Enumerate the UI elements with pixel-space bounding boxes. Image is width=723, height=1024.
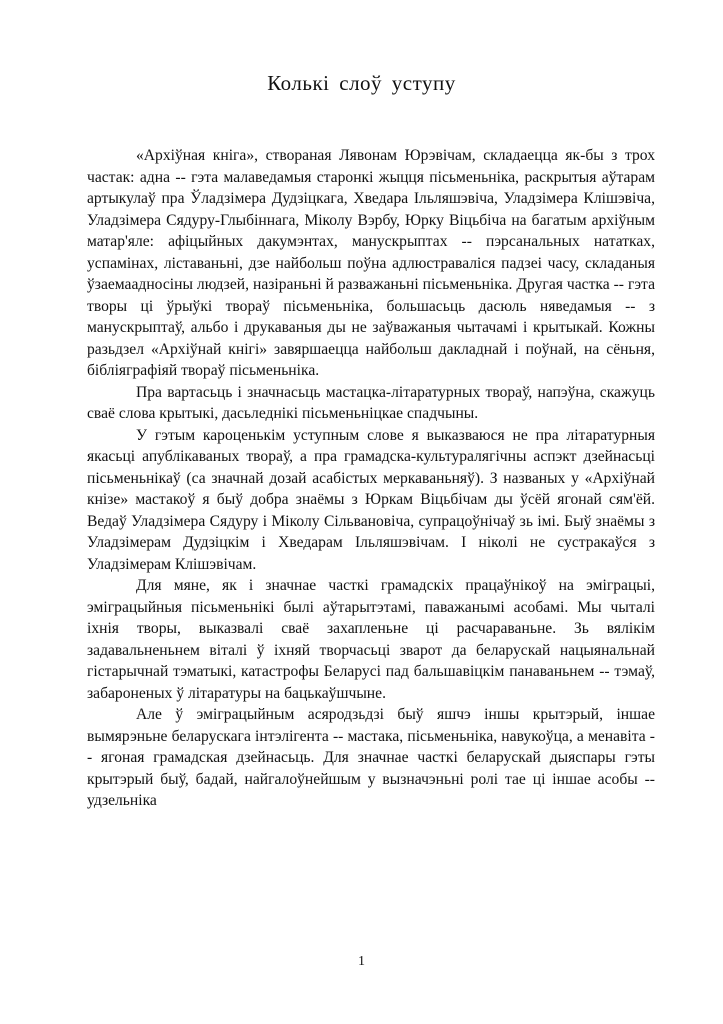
paragraph: Пра вартасьць і значнасьць мастацка-літаратурных твораў, напэўна, скажуць сваё слова крытыкі, дасьледнікі пісьменьніцкае спадчыны. xyxy=(87,383,655,422)
paragraph: Але ў эміграцыйным асяродзьдзі быў яшчэ іншы крытэрый, іншае вымярэньне беларускага інтэлігента -- мастака, пісьменьніка, навукоўца, а менавіта -- ягоная грамадская дзейнасьць. Для значнае часткі беларускай дыяспары гэты крытэрый быў, бадай, найгалоўнейшым у вызначэньні ролі тае ці іншае асобы -- удзельніка xyxy=(87,706,655,809)
page-number: 1 xyxy=(358,954,365,969)
paragraph: «Архіўная кніга», створаная Лявонам Юрэвічам, складаецца як-бы з трох частак: адна -- гэта малаведамыя старонкі жыцця пісьменьніка, раскрытыя аўтарам артыкулаў пра Ўладзімера Дудзіцкага, Хведара Ільляшэвіча, Уладзімера Клішэвіча, Уладзімера Сядуру-Глыбіннага, Міколу Вэрбу, Юрку Віцьбіча на багатым архіўным матар'яле: афіцыйных дакумэнтах, манускрыптах -- пэрсанальных нататках, успамінах, ліставаньні, дзе найбольш поўна адлюстраваліся падзеі часу, складаныя ўзаемаадносіны людзей, назіраньні й разважаньні пісьменьніка. Другая частка -- гэта творы ці ўрыўкі твораў пісьменьніка, большасьць дасюль няведамыя -- з манускрыптаў, альбо і друкаваныя ды не заўважаныя чытачамі і крытыкай. Кожны разьдзел «Архіўнай кнігі» завяршаецца найбольш дакладнай і поўнай, на сёньня, бібліяграфіяй твораў пісьменьніка. xyxy=(87,147,655,379)
page-title: Колькі слоў уступу xyxy=(267,71,456,95)
paragraph: У гэтым кароценькім уступным слове я выказваюся не пра літаратурныя якасьці апублікаваных твораў, а пра грамадска-культуралягічны аспэкт дзейнасьці пісьменьнікаў (са значнай дозай асабістых меркаваньняў). З названых у «Архіўнай кнізе» мастакоў я быў добра знаёмы з Юркам Віцьбічам ды ўсёй ягонай сям'ёй. Ведаў Уладзімера Сядуру і Міколу Сільвановіча, супрацоўнічаў зь імі. Быў знаёмы з Уладзімерам Дудзіцкім і Хведарам Ільляшэвічам. І ніколі не сустракаўся з Уладзімерам Клішэвічам. xyxy=(87,426,655,573)
body-text xyxy=(87,145,655,812)
paragraph: Для мяне, як і значнае часткі грамадскіх працаўнікоў на эміграцыі, эміграцыйныя пісьменьнікі былі аўтарытэтамі, паважанымі асобамі. Мы чыталі іхнія творы, выказвалі сваё захапленьне ці расчараваньне. Зь вялікім задавальненьнем віталі ў іхняй творчасьці зварот да беларускай нацыянальнай гістарычнай тэматыкі, катастрофы Беларусі пад бальшавіцкім панаваньнем -- тэмаў, забароненых ў літаратуры на бацькаўшчыне. xyxy=(87,577,655,702)
